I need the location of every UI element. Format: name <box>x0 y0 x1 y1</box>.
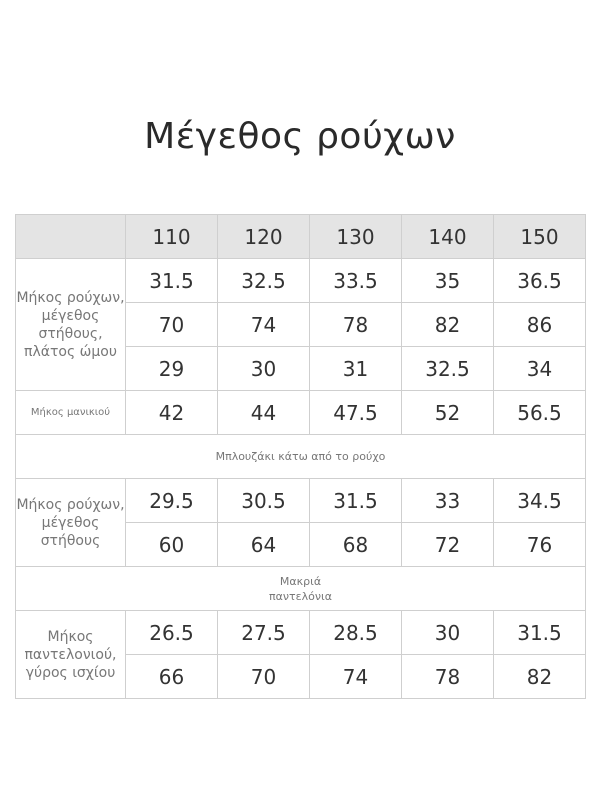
table-cell: 31.5 <box>310 479 402 523</box>
row-label-undershirt: Μήκος ρούχων, μέγεθος στήθους <box>16 479 126 567</box>
size-header: 130 <box>310 215 402 259</box>
table-cell: 76 <box>494 523 586 567</box>
row-label-sleeve-length: Μήκος μανικιού <box>16 391 126 435</box>
table-cell: 27.5 <box>218 611 310 655</box>
table-cell: 29 <box>126 347 218 391</box>
table-cell: 70 <box>126 303 218 347</box>
table-cell: 32.5 <box>402 347 494 391</box>
table-cell: 36.5 <box>494 259 586 303</box>
table-cell: 66 <box>126 655 218 699</box>
table-row <box>16 391 586 435</box>
section-header-label: Μακριά παντελόνια <box>269 574 332 603</box>
table-cell: 34 <box>494 347 586 391</box>
table-cell: 33.5 <box>310 259 402 303</box>
table-cell: 42 <box>126 391 218 435</box>
table-cell: 28.5 <box>310 611 402 655</box>
table-cell: 34.5 <box>494 479 586 523</box>
table-cell: 74 <box>218 303 310 347</box>
table-cell: 33 <box>402 479 494 523</box>
size-header: 150 <box>494 215 586 259</box>
row-label-pants: Μήκος παντελονιού, γύρος ισχίου <box>16 611 126 699</box>
size-header: 120 <box>218 215 310 259</box>
table-cell: 44 <box>218 391 310 435</box>
table-cell: 32.5 <box>218 259 310 303</box>
table-row <box>16 611 586 655</box>
section-header-undershirt <box>16 435 586 479</box>
corner-cell <box>16 215 126 259</box>
table-cell: 78 <box>402 655 494 699</box>
size-header: 110 <box>126 215 218 259</box>
table-cell: 31 <box>310 347 402 391</box>
table-cell: 30.5 <box>218 479 310 523</box>
table-cell: 60 <box>126 523 218 567</box>
table-cell: 86 <box>494 303 586 347</box>
table-cell: 31.5 <box>126 259 218 303</box>
table-cell: 52 <box>402 391 494 435</box>
row-label-length-chest-shoulder: Μήκος ρούχων, μέγεθος στήθους, πλάτος ώμου <box>16 259 126 391</box>
section-header-pants <box>16 567 586 611</box>
table-cell: 74 <box>310 655 402 699</box>
table-cell: 64 <box>218 523 310 567</box>
size-chart-table <box>15 214 586 699</box>
table-cell: 30 <box>218 347 310 391</box>
section-header-row <box>16 435 586 479</box>
table-cell: 47.5 <box>310 391 402 435</box>
table-row <box>16 259 586 303</box>
table-cell: 56.5 <box>494 391 586 435</box>
table-cell: 68 <box>310 523 402 567</box>
table-cell: 31.5 <box>494 611 586 655</box>
section-header-label: Μπλουζάκι κάτω από το ρούχο <box>215 450 386 463</box>
table-cell: 72 <box>402 523 494 567</box>
table-cell: 29.5 <box>126 479 218 523</box>
size-header: 140 <box>402 215 494 259</box>
size-header-row <box>16 215 586 259</box>
table-cell: 82 <box>494 655 586 699</box>
table-cell: 26.5 <box>126 611 218 655</box>
table-cell: 78 <box>310 303 402 347</box>
table-cell: 35 <box>402 259 494 303</box>
table-row <box>16 479 586 523</box>
section-header-row <box>16 567 586 611</box>
table-cell: 82 <box>402 303 494 347</box>
table-cell: 30 <box>402 611 494 655</box>
table-cell: 70 <box>218 655 310 699</box>
page-title: Μέγεθος ρούχων <box>144 116 456 157</box>
